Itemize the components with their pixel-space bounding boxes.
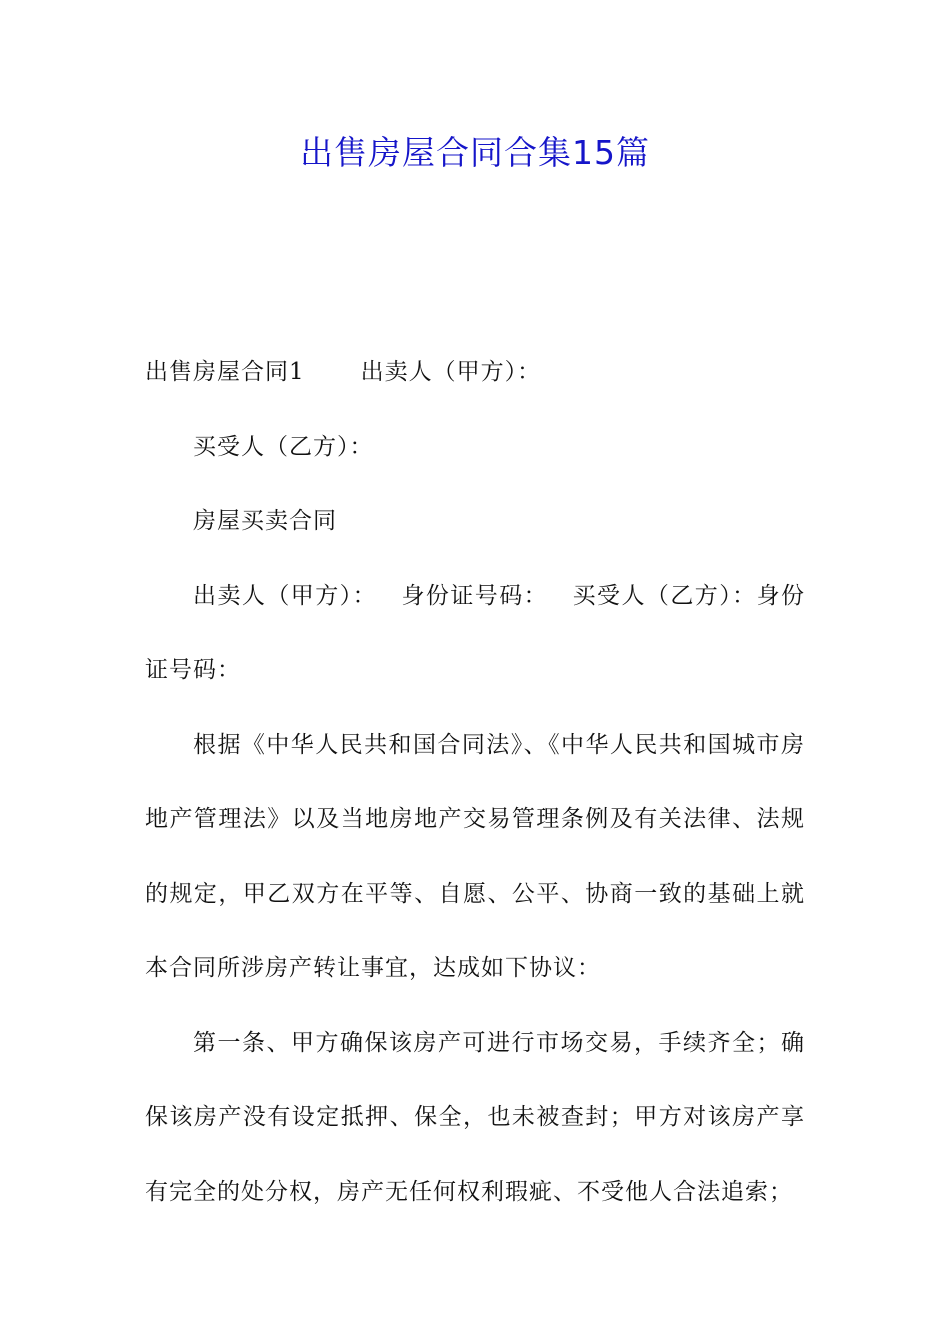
id-line-seller-id: 身份证号码： [401,582,549,609]
document-title: 出售房屋合同合集15篇 [300,133,650,172]
paragraph-basis: 根据《中华人民共和国合同法》、《中华人民共和国城市房地产管理法》以及当地房地产交易管理条例及有关法律、法规的规定，甲乙双方在平等、自愿、公平、协商一致的基础上就本合同所涉房产转让事宜，达成如下协议： [145,731,805,981]
contract-body [145,335,805,1229]
id-line-seller: 出卖人（甲方）： [193,582,378,609]
contract-subtitle: 房屋买卖合同 [193,508,337,534]
id-line-buyer: 买受人（乙方）：身份证号码： [145,582,806,683]
seller-line: 出卖人（甲方）： [360,359,542,385]
article-1: 第一条、甲方确保该房产可进行市场交易，手续齐全；确保该房产没有设定抵押、保全，也未被查封；甲方对该房产享有完全的处分权，房产无任何权利瑕疵、不受他人合法追索； [145,1029,805,1205]
contract-heading: 出售房屋合同1 [145,359,305,385]
buyer-line: 买受人（乙方）： [193,433,374,460]
contract-heading-line [145,335,805,410]
id-line [145,559,805,708]
